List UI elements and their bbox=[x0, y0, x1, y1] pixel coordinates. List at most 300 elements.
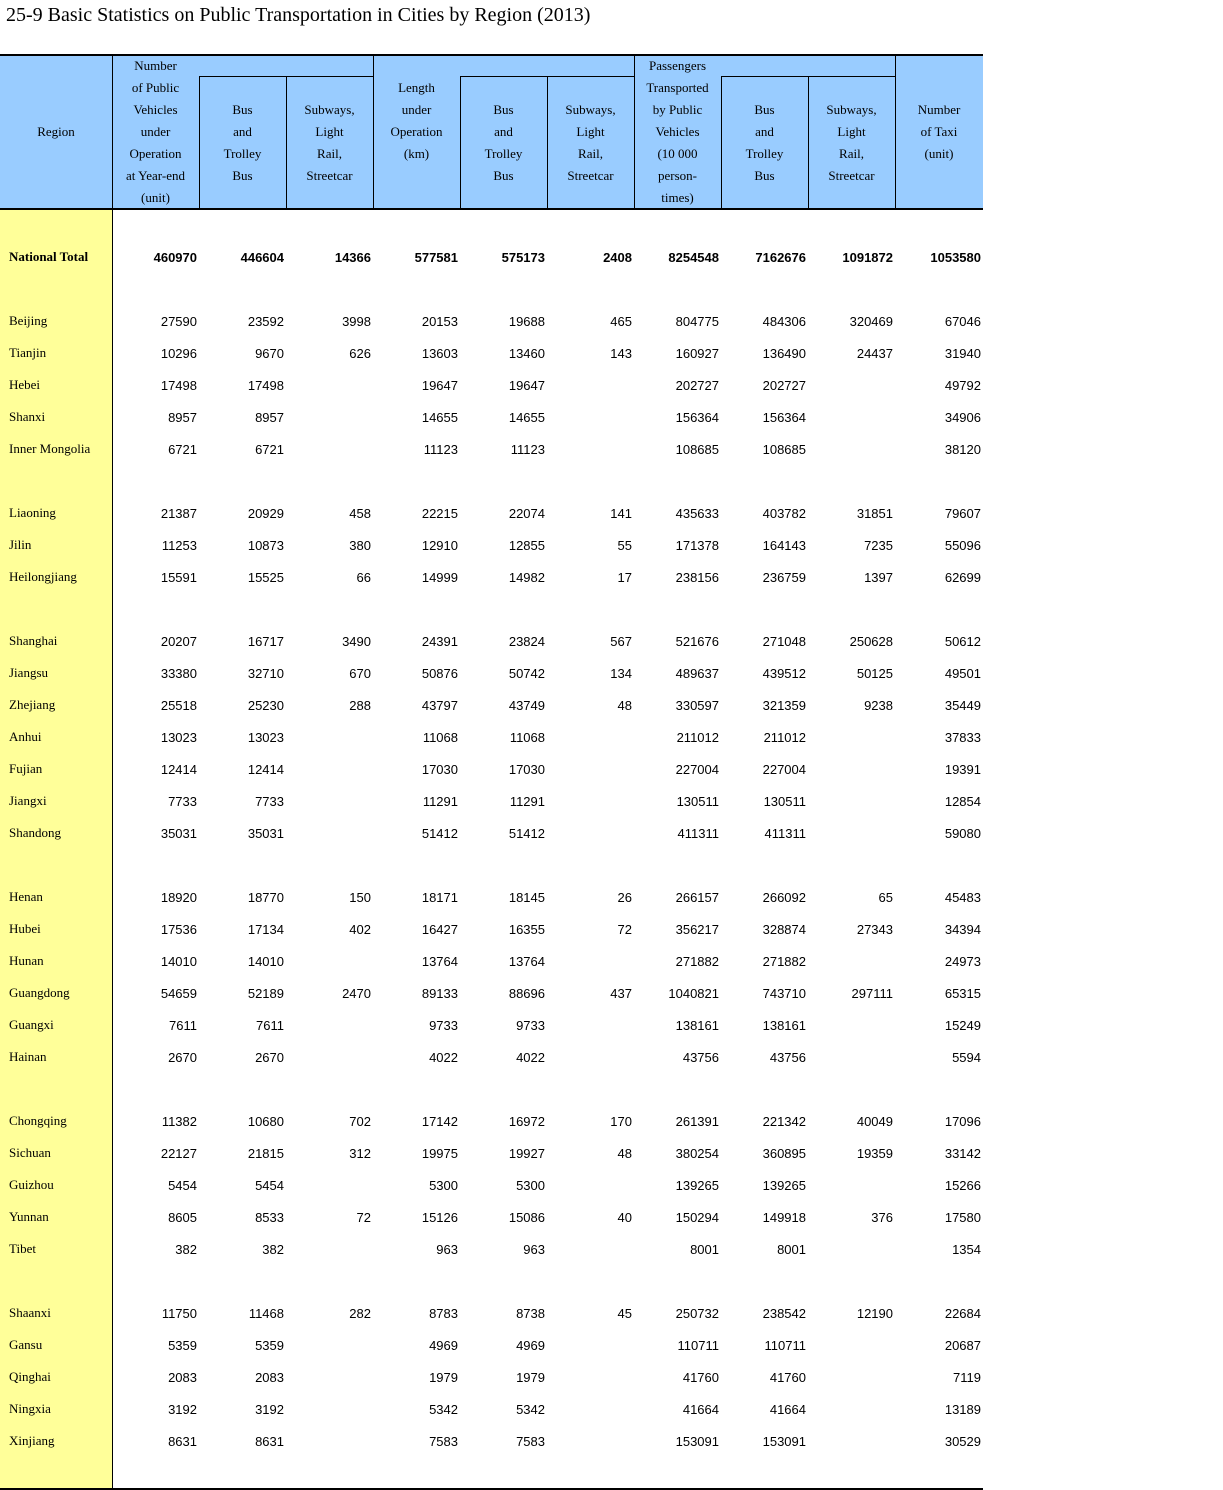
region-cell: Inner Mongolia bbox=[9, 441, 91, 456]
value-cell: 31851 bbox=[856, 505, 893, 521]
value-cell bbox=[286, 369, 373, 401]
value-cell: 250732 bbox=[675, 1305, 719, 1321]
value-cell: 11068 bbox=[422, 729, 458, 745]
value-cell: 211012 bbox=[676, 729, 719, 745]
header-vehicles-subway: Subways, Light Rail, Streetcar bbox=[304, 102, 355, 183]
value-cell bbox=[547, 721, 634, 753]
value-cell: 16355 bbox=[508, 921, 545, 937]
region-cell: National Total bbox=[9, 249, 89, 264]
value-cell: 43797 bbox=[421, 697, 458, 713]
header-length-bus: Bus and Trolley Bus bbox=[484, 102, 523, 183]
value-cell: 19359 bbox=[856, 1145, 893, 1161]
value-cell: 236759 bbox=[762, 569, 806, 585]
value-cell: 14655 bbox=[421, 409, 458, 425]
table-row bbox=[0, 1361, 983, 1393]
value-cell: 17580 bbox=[944, 1209, 981, 1225]
value-cell: 11291 bbox=[509, 793, 545, 809]
header-length: Length under Operation (km) bbox=[390, 80, 443, 161]
value-cell: 48 bbox=[617, 1145, 632, 1161]
value-cell: 9238 bbox=[864, 697, 893, 713]
value-cell: 1040821 bbox=[668, 985, 719, 1001]
value-cell: 67046 bbox=[944, 313, 981, 329]
value-cell: 10873 bbox=[247, 537, 284, 553]
value-cell: 12910 bbox=[421, 537, 458, 553]
value-cell bbox=[547, 1361, 634, 1393]
table-row bbox=[0, 753, 983, 785]
value-cell bbox=[808, 945, 895, 977]
region-cell: Tianjin bbox=[9, 345, 47, 360]
table-row bbox=[0, 1169, 983, 1201]
value-cell bbox=[286, 753, 373, 785]
value-cell: 22127 bbox=[160, 1145, 197, 1161]
region-cell: Guangxi bbox=[9, 1017, 54, 1032]
table-row bbox=[0, 1041, 983, 1073]
value-cell: 21387 bbox=[160, 505, 197, 521]
table-row bbox=[0, 561, 983, 593]
region-cell: Zhejiang bbox=[9, 697, 56, 712]
data-table bbox=[0, 209, 983, 1457]
value-cell: 149918 bbox=[762, 1209, 806, 1225]
value-cell: 402 bbox=[349, 921, 371, 937]
value-cell bbox=[808, 401, 895, 433]
spacer-row bbox=[0, 209, 983, 241]
value-cell: 297111 bbox=[851, 985, 893, 1001]
value-cell bbox=[547, 1009, 634, 1041]
value-cell: 18145 bbox=[508, 889, 545, 905]
table-row bbox=[0, 625, 983, 657]
value-cell: 22215 bbox=[421, 505, 458, 521]
region-cell: Hebei bbox=[9, 377, 41, 392]
region-cell: Guizhou bbox=[9, 1177, 54, 1192]
value-cell: 54659 bbox=[160, 985, 197, 1001]
table-row bbox=[0, 785, 983, 817]
value-cell: 2408 bbox=[603, 249, 632, 265]
value-cell: 3192 bbox=[168, 1401, 197, 1417]
value-cell: 12414 bbox=[160, 761, 197, 777]
value-cell: 62699 bbox=[944, 569, 981, 585]
value-cell: 15249 bbox=[944, 1017, 981, 1033]
value-cell: 7583 bbox=[429, 1433, 458, 1449]
value-cell: 5300 bbox=[429, 1177, 458, 1193]
value-cell: 79607 bbox=[944, 505, 981, 521]
value-cell: 320469 bbox=[849, 313, 893, 329]
value-cell: 55 bbox=[617, 537, 632, 553]
value-cell: 411311 bbox=[677, 825, 719, 841]
value-cell: 14010 bbox=[160, 953, 197, 969]
value-cell: 328874 bbox=[762, 921, 806, 937]
table-row bbox=[0, 1009, 983, 1041]
value-cell: 7583 bbox=[516, 1433, 545, 1449]
value-cell: 20929 bbox=[247, 505, 284, 521]
value-cell: 7235 bbox=[864, 537, 893, 553]
table-row bbox=[0, 945, 983, 977]
table-row bbox=[0, 1329, 983, 1361]
region-cell: Liaoning bbox=[9, 505, 56, 520]
value-cell bbox=[547, 1169, 634, 1201]
value-cell: 7733 bbox=[255, 793, 284, 809]
spacer-row bbox=[0, 465, 983, 497]
value-cell: 7733 bbox=[168, 793, 197, 809]
value-cell: 23824 bbox=[508, 633, 545, 649]
value-cell: 13764 bbox=[508, 953, 545, 969]
value-cell: 19975 bbox=[421, 1145, 458, 1161]
value-cell: 171378 bbox=[675, 537, 719, 553]
value-cell bbox=[808, 721, 895, 753]
value-cell: 15126 bbox=[421, 1209, 458, 1225]
value-cell: 3192 bbox=[255, 1401, 284, 1417]
region-cell: Jilin bbox=[9, 537, 32, 552]
value-cell: 227004 bbox=[762, 761, 806, 777]
value-cell: 16427 bbox=[421, 921, 458, 937]
value-cell: 8957 bbox=[168, 409, 197, 425]
value-cell: 150294 bbox=[675, 1209, 719, 1225]
value-cell: 1979 bbox=[429, 1369, 458, 1385]
value-cell: 22074 bbox=[508, 505, 545, 521]
value-cell: 50612 bbox=[944, 633, 981, 649]
value-cell: 288 bbox=[349, 697, 371, 713]
value-cell: 743710 bbox=[762, 985, 806, 1001]
value-cell: 6721 bbox=[168, 441, 197, 457]
value-cell bbox=[808, 1041, 895, 1073]
value-cell: 202727 bbox=[762, 377, 806, 393]
region-cell: Sichuan bbox=[9, 1145, 51, 1160]
value-cell: 24391 bbox=[421, 633, 458, 649]
table-row bbox=[0, 337, 983, 369]
region-cell: Ningxia bbox=[9, 1401, 51, 1416]
region-cell: Gansu bbox=[9, 1337, 43, 1352]
value-cell: 139265 bbox=[762, 1177, 806, 1193]
value-cell bbox=[808, 1009, 895, 1041]
table-row bbox=[0, 1233, 983, 1265]
value-cell bbox=[547, 1233, 634, 1265]
value-cell bbox=[547, 369, 634, 401]
value-cell: 11123 bbox=[423, 441, 458, 457]
value-cell: 17030 bbox=[421, 761, 458, 777]
value-cell: 8001 bbox=[777, 1241, 806, 1257]
value-cell: 266092 bbox=[762, 889, 806, 905]
table-row bbox=[0, 1393, 983, 1425]
value-cell: 130511 bbox=[763, 793, 806, 809]
region-cell: Beijing bbox=[9, 313, 48, 328]
region-cell: Heilongjiang bbox=[9, 569, 77, 584]
value-cell: 41760 bbox=[682, 1369, 719, 1385]
value-cell: 465 bbox=[610, 313, 632, 329]
value-cell bbox=[808, 433, 895, 465]
value-cell: 150 bbox=[349, 889, 371, 905]
value-cell: 43756 bbox=[682, 1049, 719, 1065]
value-cell: 88696 bbox=[508, 985, 545, 1001]
value-cell: 108685 bbox=[762, 441, 806, 457]
value-cell: 261391 bbox=[675, 1113, 719, 1129]
value-cell: 24437 bbox=[856, 345, 893, 361]
value-cell: 8533 bbox=[255, 1209, 284, 1225]
value-cell: 49501 bbox=[944, 665, 981, 681]
region-cell: Shaanxi bbox=[9, 1305, 51, 1320]
value-cell: 403782 bbox=[762, 505, 806, 521]
value-cell: 34394 bbox=[944, 921, 981, 937]
region-cell: Shanghai bbox=[9, 633, 58, 648]
value-cell: 50742 bbox=[508, 665, 545, 681]
value-cell: 25518 bbox=[160, 697, 197, 713]
table-row bbox=[0, 497, 983, 529]
value-cell: 9670 bbox=[255, 345, 284, 361]
value-cell bbox=[286, 817, 373, 849]
value-cell: 19647 bbox=[508, 377, 545, 393]
value-cell bbox=[547, 753, 634, 785]
value-cell: 13764 bbox=[421, 953, 458, 969]
value-cell: 7162676 bbox=[755, 249, 806, 265]
value-cell: 376 bbox=[871, 1209, 893, 1225]
value-cell: 14999 bbox=[421, 569, 458, 585]
value-cell: 804775 bbox=[675, 313, 719, 329]
value-cell: 20687 bbox=[944, 1337, 981, 1353]
value-cell bbox=[808, 1233, 895, 1265]
value-cell: 211012 bbox=[763, 729, 806, 745]
region-cell: Tibet bbox=[9, 1241, 36, 1256]
table-row bbox=[0, 721, 983, 753]
value-cell: 72 bbox=[356, 1209, 371, 1225]
value-cell: 134 bbox=[610, 665, 632, 681]
value-cell: 4022 bbox=[429, 1049, 458, 1065]
value-cell: 16717 bbox=[247, 633, 284, 649]
value-cell: 27343 bbox=[856, 921, 893, 937]
value-cell: 963 bbox=[436, 1241, 458, 1257]
value-cell: 49792 bbox=[944, 377, 981, 393]
value-cell: 156364 bbox=[675, 409, 719, 425]
value-cell: 3998 bbox=[342, 313, 371, 329]
value-cell: 11382 bbox=[161, 1113, 197, 1129]
region-cell: Xinjiang bbox=[9, 1433, 55, 1448]
value-cell: 17498 bbox=[160, 377, 197, 393]
table-row bbox=[0, 1297, 983, 1329]
value-cell: 4969 bbox=[429, 1337, 458, 1353]
value-cell: 52189 bbox=[247, 985, 284, 1001]
value-cell bbox=[547, 1393, 634, 1425]
value-cell: 33142 bbox=[944, 1145, 981, 1161]
value-cell: 10296 bbox=[160, 345, 197, 361]
value-cell: 5342 bbox=[429, 1401, 458, 1417]
value-cell: 40 bbox=[617, 1209, 632, 1225]
value-cell: 48 bbox=[617, 697, 632, 713]
spacer-row bbox=[0, 273, 983, 305]
value-cell: 6721 bbox=[255, 441, 284, 457]
value-cell: 35031 bbox=[160, 825, 197, 841]
value-cell: 35031 bbox=[247, 825, 284, 841]
value-cell bbox=[286, 1329, 373, 1361]
value-cell: 13189 bbox=[944, 1401, 981, 1417]
value-cell: 37833 bbox=[944, 729, 981, 745]
value-cell: 5300 bbox=[516, 1177, 545, 1193]
value-cell: 65315 bbox=[944, 985, 981, 1001]
region-cell: Hubei bbox=[9, 921, 41, 936]
value-cell: 227004 bbox=[675, 761, 719, 777]
value-cell: 19688 bbox=[508, 313, 545, 329]
value-cell bbox=[808, 1329, 895, 1361]
value-cell: 32710 bbox=[247, 665, 284, 681]
value-cell: 8001 bbox=[690, 1241, 719, 1257]
value-cell: 136490 bbox=[762, 345, 806, 361]
region-cell: Hainan bbox=[9, 1049, 47, 1064]
value-cell: 164143 bbox=[762, 537, 806, 553]
value-cell: 153091 bbox=[675, 1433, 719, 1449]
value-cell: 567 bbox=[610, 633, 632, 649]
region-cell: Chongqing bbox=[9, 1113, 67, 1128]
value-cell bbox=[286, 401, 373, 433]
value-cell: 18770 bbox=[247, 889, 284, 905]
value-cell: 110711 bbox=[764, 1337, 806, 1353]
value-cell: 11750 bbox=[161, 1305, 197, 1321]
value-cell: 238542 bbox=[762, 1305, 806, 1321]
value-cell: 13460 bbox=[508, 345, 545, 361]
region-cell: Guangdong bbox=[9, 985, 70, 1000]
table-row bbox=[0, 1201, 983, 1233]
value-cell: 66 bbox=[356, 569, 371, 585]
value-cell: 11253 bbox=[161, 537, 197, 553]
spacer-row bbox=[0, 1265, 983, 1297]
value-cell: 138161 bbox=[675, 1017, 719, 1033]
value-cell: 50876 bbox=[421, 665, 458, 681]
value-cell: 55096 bbox=[944, 537, 981, 553]
statistics-table bbox=[0, 54, 983, 1490]
value-cell: 312 bbox=[349, 1145, 371, 1161]
value-cell: 15266 bbox=[944, 1177, 981, 1193]
value-cell: 5454 bbox=[168, 1177, 197, 1193]
value-cell: 13603 bbox=[421, 345, 458, 361]
value-cell: 138161 bbox=[762, 1017, 806, 1033]
value-cell: 14010 bbox=[247, 953, 284, 969]
table-row bbox=[0, 881, 983, 913]
value-cell bbox=[286, 1041, 373, 1073]
value-cell bbox=[547, 401, 634, 433]
value-cell: 1053580 bbox=[930, 249, 981, 265]
value-cell: 5342 bbox=[516, 1401, 545, 1417]
table-row bbox=[0, 977, 983, 1009]
value-cell: 7611 bbox=[169, 1017, 197, 1033]
value-cell bbox=[808, 1425, 895, 1457]
value-cell: 2083 bbox=[255, 1369, 284, 1385]
region-cell: Jiangxi bbox=[9, 793, 47, 808]
value-cell: 110711 bbox=[677, 1337, 719, 1353]
value-cell: 11068 bbox=[509, 729, 545, 745]
value-cell: 30529 bbox=[944, 1433, 981, 1449]
value-cell bbox=[808, 1361, 895, 1393]
value-cell: 3490 bbox=[342, 633, 371, 649]
value-cell: 17498 bbox=[247, 377, 284, 393]
value-cell: 1091872 bbox=[842, 249, 893, 265]
value-cell bbox=[808, 753, 895, 785]
header-length-subway: Subways, Light Rail, Streetcar bbox=[565, 102, 616, 183]
value-cell: 43749 bbox=[508, 697, 545, 713]
region-cell: Henan bbox=[9, 889, 43, 904]
region-cell: Shanxi bbox=[9, 409, 46, 424]
value-cell: 8254548 bbox=[668, 249, 719, 265]
value-cell: 17030 bbox=[508, 761, 545, 777]
table-row bbox=[0, 1137, 983, 1169]
value-cell: 12855 bbox=[508, 537, 545, 553]
value-cell: 41664 bbox=[769, 1401, 806, 1417]
value-cell: 626 bbox=[349, 345, 371, 361]
value-cell: 7119 bbox=[953, 1369, 981, 1385]
value-cell bbox=[286, 1169, 373, 1201]
value-cell: 330597 bbox=[675, 697, 719, 713]
value-cell: 35449 bbox=[944, 697, 981, 713]
table-row bbox=[0, 401, 983, 433]
value-cell: 108685 bbox=[675, 441, 719, 457]
value-cell: 5359 bbox=[168, 1337, 197, 1353]
value-cell: 271882 bbox=[762, 953, 806, 969]
value-cell: 439512 bbox=[762, 665, 806, 681]
value-cell bbox=[286, 945, 373, 977]
value-cell: 2470 bbox=[342, 985, 371, 1001]
value-cell: 59080 bbox=[944, 825, 981, 841]
value-cell: 2083 bbox=[168, 1369, 197, 1385]
value-cell: 202727 bbox=[675, 377, 719, 393]
value-cell: 382 bbox=[175, 1241, 197, 1257]
value-cell bbox=[547, 1329, 634, 1361]
value-cell bbox=[808, 1393, 895, 1425]
value-cell: 72 bbox=[617, 921, 632, 937]
table-row bbox=[0, 689, 983, 721]
value-cell: 51412 bbox=[421, 825, 458, 841]
value-cell bbox=[808, 369, 895, 401]
table-row bbox=[0, 657, 983, 689]
value-cell: 1354 bbox=[952, 1241, 981, 1257]
value-cell: 963 bbox=[523, 1241, 545, 1257]
value-cell: 484306 bbox=[762, 313, 806, 329]
header-passengers: Passengers Transported by Public Vehicles (10 000 person- times) bbox=[646, 58, 709, 205]
value-cell: 577581 bbox=[414, 249, 458, 265]
value-cell: 45 bbox=[617, 1305, 632, 1321]
value-cell: 16972 bbox=[508, 1113, 545, 1129]
value-cell: 702 bbox=[349, 1113, 371, 1129]
value-cell bbox=[286, 1233, 373, 1265]
region-cell: Qinghai bbox=[9, 1369, 51, 1384]
value-cell bbox=[547, 1041, 634, 1073]
value-cell: 17536 bbox=[160, 921, 197, 937]
value-cell: 15591 bbox=[160, 569, 197, 585]
value-cell: 2670 bbox=[168, 1049, 197, 1065]
table-row bbox=[0, 1425, 983, 1457]
value-cell: 22684 bbox=[944, 1305, 981, 1321]
value-cell bbox=[547, 945, 634, 977]
value-cell: 266157 bbox=[675, 889, 719, 905]
region-cell: Anhui bbox=[9, 729, 42, 744]
value-cell: 51412 bbox=[508, 825, 545, 841]
value-cell: 19647 bbox=[421, 377, 458, 393]
value-cell: 11468 bbox=[248, 1305, 284, 1321]
header-taxi: Number of Taxi (unit) bbox=[917, 102, 961, 161]
value-cell: 2670 bbox=[255, 1049, 284, 1065]
value-cell: 89133 bbox=[421, 985, 458, 1001]
value-cell: 18920 bbox=[160, 889, 197, 905]
value-cell: 18171 bbox=[421, 889, 458, 905]
value-cell: 38120 bbox=[944, 441, 981, 457]
value-cell bbox=[286, 1009, 373, 1041]
value-cell: 15525 bbox=[247, 569, 284, 585]
region-cell: Hunan bbox=[9, 953, 44, 968]
header-vehicles: Number of Public Vehicles under Operation at Year-end (unit) bbox=[126, 58, 185, 205]
table-row bbox=[0, 433, 983, 465]
table-row bbox=[0, 529, 983, 561]
value-cell: 23592 bbox=[247, 313, 284, 329]
value-cell: 24973 bbox=[944, 953, 981, 969]
value-cell: 139265 bbox=[675, 1177, 719, 1193]
value-cell: 19391 bbox=[944, 761, 981, 777]
table-row bbox=[0, 817, 983, 849]
value-cell: 437 bbox=[610, 985, 632, 1001]
header-passengers-subway: Subways, Light Rail, Streetcar bbox=[826, 102, 877, 183]
value-cell: 670 bbox=[349, 665, 371, 681]
